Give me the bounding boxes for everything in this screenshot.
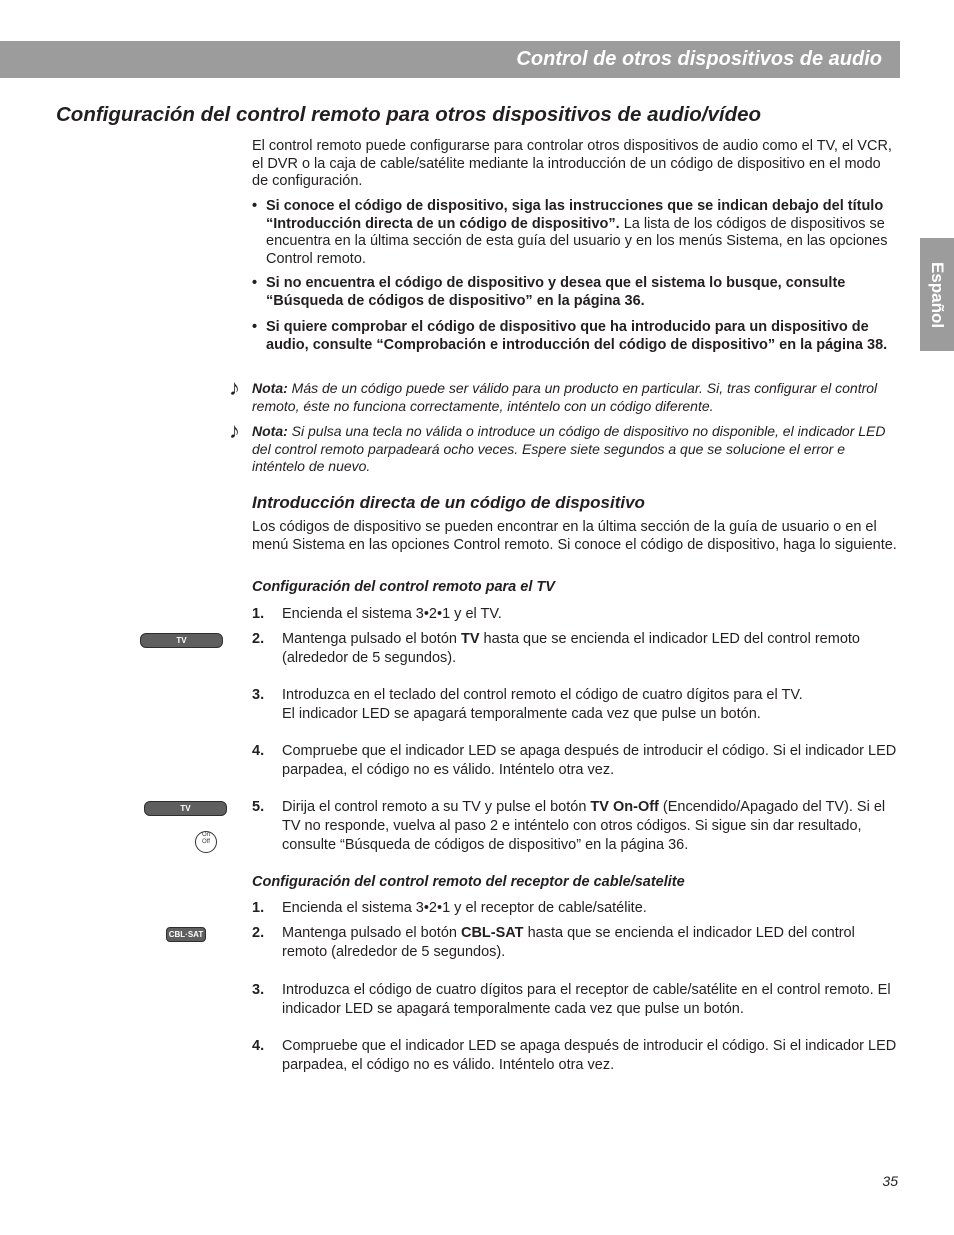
cable-step: 2. Mantenga pulsado el botón CBL-SAT hasta que se encienda el indicador LED del control remoto (alrededor de 5 segundos). — [252, 925, 855, 960]
cable-step: 3. Introduzca el código de cuatro dígitos para el receptor de cable/satélite en el control remoto. El indicador LED se apagará temporalmente cada vez que pulse un botón. — [252, 982, 891, 1017]
cbl-sat-button-icon: CBL·SAT — [166, 927, 206, 942]
section-heading: Introducción directa de un código de dispositivo — [252, 493, 645, 512]
cable-step: 4. Compruebe que el indicador LED se apaga después de introducir el código. Si el indicador LED parpadea, el código no es válido. Inténtelo otra vez. — [252, 1038, 897, 1073]
tv-step: 5. Dirija el control remoto a su TV y pulse el botón TV On-Off (Encendido/Apagado del TV). Si el TV no responde, vuelva al paso 2 e inténtelo con otros códigos. Si sigue sin dar resultado, consulte “Búsqueda de códigos de dispositivo” en la página 36. — [252, 799, 886, 853]
language-tab — [920, 238, 954, 351]
section-intro: Los códigos de dispositivo se pueden encontrar en la última sección de la guía de usuario o en el menú Sistema en las opciones Control remoto. Si conoce el código de dispositivo, haga lo siguiente. — [252, 519, 897, 553]
cable-setup-heading: Configuración del control remoto del receptor de cable/satelite — [252, 874, 685, 890]
page-title: Configuración del control remoto para otros dispositivos de audio/vídeo — [56, 103, 762, 126]
music-note-icon: ♪ — [229, 418, 240, 443]
tv-button-icon: TV — [144, 801, 227, 816]
language-tab-label: Español — [928, 261, 947, 328]
header-title: Control de otros dispositivos de audio — [516, 48, 882, 70]
tv-step: 2. Mantenga pulsado el botón TV hasta que se encienda el indicador LED del control remoto (alrededor de 5 segundos). — [252, 631, 860, 666]
music-note-icon: ♪ — [229, 375, 240, 400]
bullet-bold: Si conoce el código de dispositivo, siga las instrucciones que se indican debajo del título “Introducción directa de un código de dispositivo”. — [266, 198, 884, 232]
note — [252, 380, 900, 415]
power-button-icon: On Off — [195, 831, 217, 853]
note-text: Si pulsa una tecla no válida o introduce un código de dispositivo no disponible, el indicador LED del control remoto parpadeará ocho veces. Espere siete segundos a que se solucione el error e inténtelo de nuevo. — [252, 423, 886, 474]
bullet-item: • Si quiere comprobar el código de dispositivo que ha introducido para un dispositivo de audio, consulte “Comprobación e introducción del código de dispositivo” en la página 38. — [252, 319, 888, 353]
bullet-text: La lista de los códigos de dispositivos se encuentra en la última sección de esta guía del usuario y en los menús Sistema, en las opciones Control remoto. — [266, 215, 888, 267]
tv-step: 4. Compruebe que el indicador LED se apaga después de introducir el código. Si el indicador LED parpadea, el código no es válido. Inténtelo otra vez. — [252, 743, 897, 778]
tv-step: 1. Encienda el sistema 3•2•1 y el TV. — [252, 606, 502, 622]
page-number: 35 — [882, 1173, 898, 1189]
note-text: Más de un código puede ser válido para un producto en particular. Si, tras configurar el control remoto, éste no funciona correctamente, inténtelo con un código diferente. — [252, 380, 878, 414]
bullet-bold: Si no encuentra el código de dispositivo y desea que el sistema lo busque, consulte “Búsqueda de códigos de dispositivo” en la página 36. — [266, 275, 846, 309]
tv-step: 3. Introduzca en el teclado del control remoto el código de cuatro dígitos para el TV. El indicador LED se apagará temporalmente cada vez que pulse un botón. — [252, 687, 803, 722]
header-bar — [0, 41, 900, 78]
note — [252, 423, 900, 476]
cable-step: 1. Encienda el sistema 3•2•1 y el receptor de cable/satélite. — [252, 900, 647, 916]
intro-paragraph: El control remoto puede configurarse para controlar otros dispositivos de audio como el TV, el VCR, el DVR o la caja de cable/satélite mediante la introducción de un código de dispositivo en el modo de configuración. — [252, 138, 892, 189]
tv-setup-heading: Configuración del control remoto para el TV — [252, 579, 555, 595]
bullet-bold: Si quiere comprobar el código de dispositivo que ha introducido para un dispositivo de audio, consulte “Comprobación e introducción del código de dispositivo” en la página 38. — [266, 319, 888, 353]
tv-button-icon: TV — [140, 633, 223, 648]
bullet-item: • Si no encuentra el código de dispositivo y desea que el sistema lo busque, consulte “Búsqueda de códigos de dispositivo” en la página 36. — [252, 275, 846, 309]
note-label: Nota: — [252, 423, 288, 439]
bullet-item: • Si conoce el código de dispositivo, siga las instrucciones que se indican debajo del título “Introducción directa de un código de dispositivo”. La lista de los códigos de dispositivos se encuentra en la última sección de esta guía del usuario y en los menús Sistema, en las opciones Control remoto. — [252, 198, 888, 267]
note-label: Nota: — [252, 380, 288, 396]
